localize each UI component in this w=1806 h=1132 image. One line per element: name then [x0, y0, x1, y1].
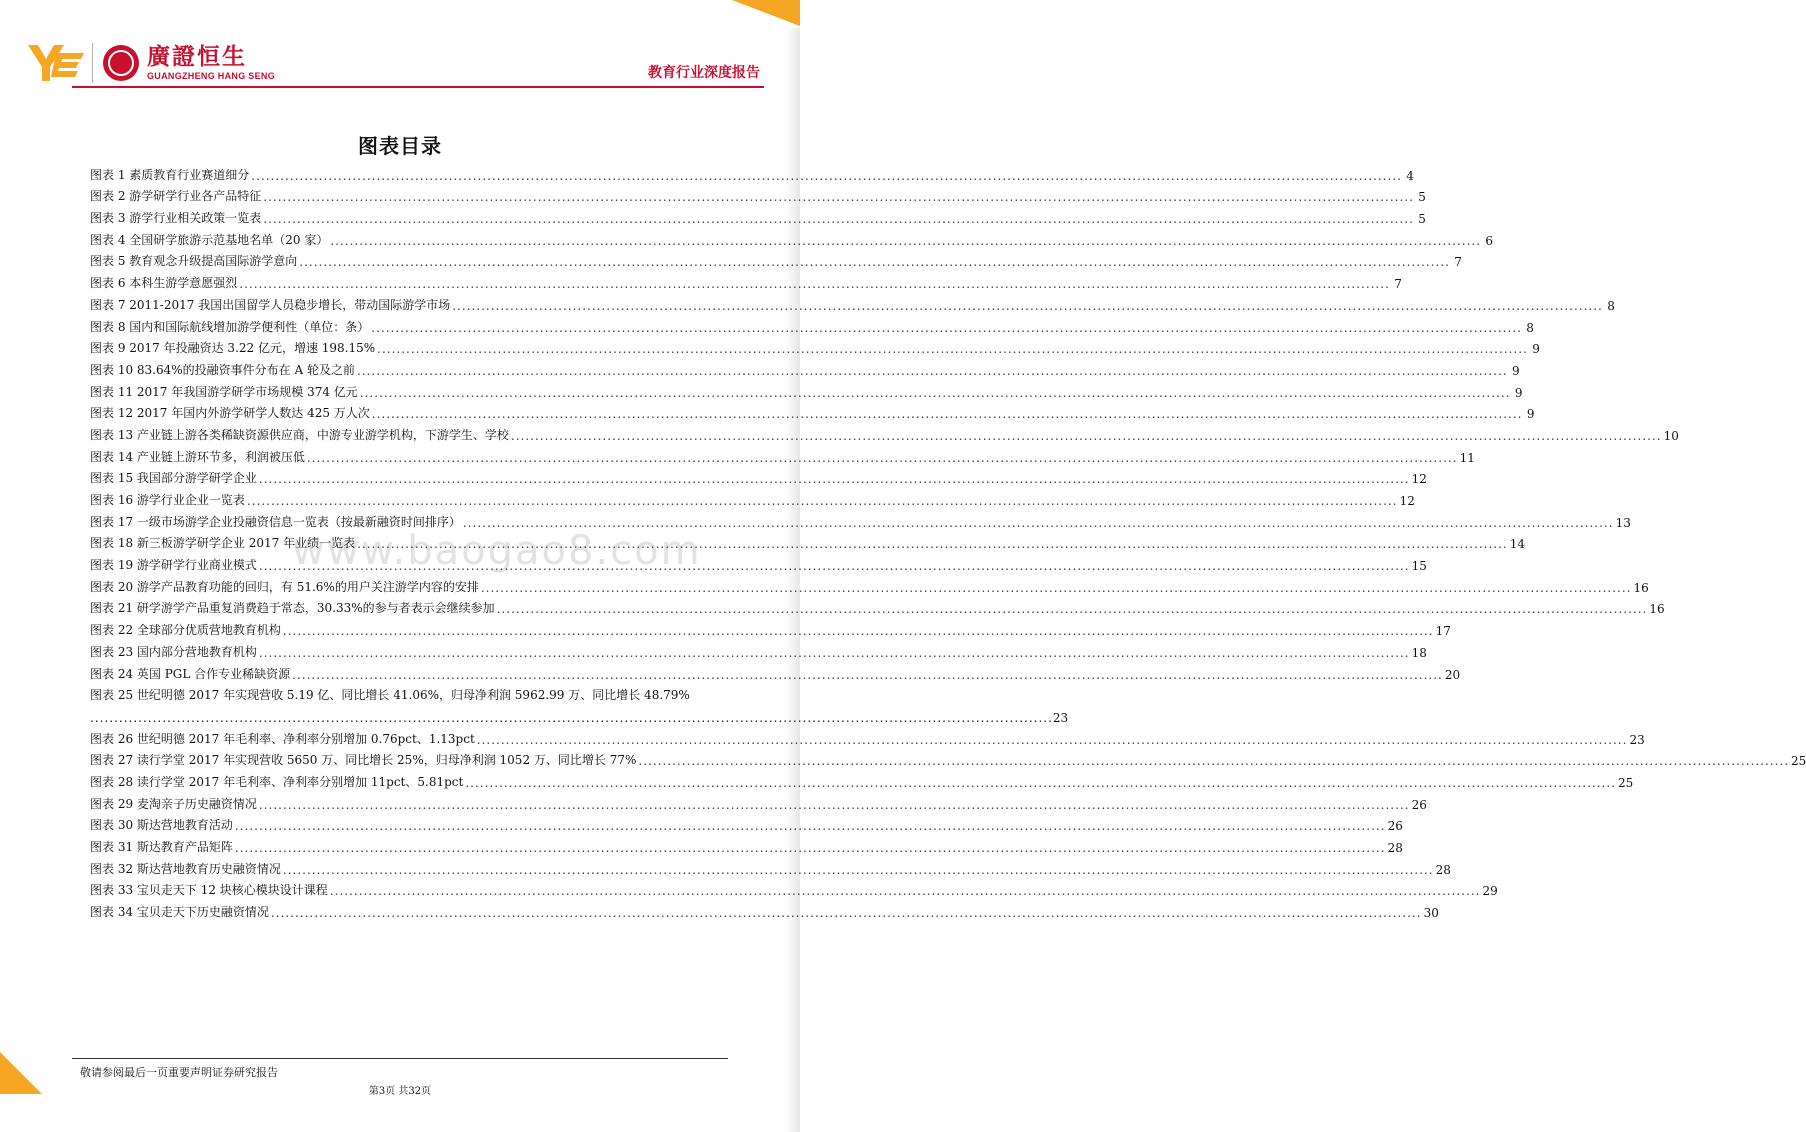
toc-entry-page: 7: [1394, 277, 1402, 292]
toc-entry-label: 图表 25 世纪明德 2017 年实现营收 5.19 亿、同比增长 41.06%，归母净利润 5962.99 万、同比增长 48.79%: [90, 688, 690, 703]
seal-icon: [103, 45, 139, 81]
brand-text: [147, 43, 276, 81]
toc-entry-page: 12: [1411, 472, 1427, 487]
toc-leader: [511, 429, 1662, 443]
toc-leader: [330, 884, 1481, 898]
toc-entry[interactable]: [90, 660, 1461, 682]
toc-leader: [263, 212, 1414, 226]
toc-leader: [283, 863, 1434, 877]
toc-entry-page: 16: [1633, 580, 1649, 595]
footer-note: 敬请参阅最后一页重要声明证券研究报告: [80, 1066, 278, 1079]
toc-entry-label: 图表 24 英国 PGL 合作专业稀缺资源: [90, 666, 291, 681]
toc-title: 图表目录: [358, 134, 442, 158]
toc-entry-label: 图表 33 宝贝走天下 12 块核心模块设计课程: [90, 883, 328, 898]
toc-leader: [259, 646, 1410, 660]
toc-entry[interactable]: [90, 833, 1403, 856]
toc-entry-label: 图表 2 游学研学行业各产品特征: [90, 189, 262, 204]
toc-entry[interactable]: [90, 898, 1439, 921]
toc-entry[interactable]: [90, 595, 1665, 617]
toc-entry[interactable]: [90, 530, 1526, 552]
toc-entry-page: 12: [1399, 494, 1415, 508]
toc-entry-label: 图表 3 游学行业相关政策一览表: [90, 211, 262, 226]
toc-entry-label: 图表 19 游学研学行业商业模式: [90, 558, 257, 573]
toc-entry-label: 图表 34 宝贝走天下历史融资情况: [90, 905, 269, 920]
toc-entry[interactable]: [90, 335, 1540, 357]
toc-entry-page: 26: [1387, 819, 1403, 834]
toc-list: [90, 161, 1806, 921]
toc-entry-label: 图表 27 读行学堂 2017 年实现营收 5650 万、同比增长 25%，归母净利润 1052 万、同比增长 77%: [90, 753, 637, 768]
toc-entry-page: 15: [1411, 559, 1427, 574]
toc-entry-label: 图表 15 我国部分游学研学企业: [90, 471, 257, 486]
toc-entry[interactable]: [90, 747, 1806, 769]
toc-leader: [360, 386, 1511, 400]
toc-leader: [638, 754, 1789, 768]
toc-leader: [481, 581, 1632, 595]
toc-entry-label: 图表 6 本科生游学意愿强烈: [90, 276, 238, 291]
toc-leader: [371, 321, 1522, 335]
toc-entry-page: 5: [1418, 212, 1426, 227]
toc-entry-page: 9: [1526, 407, 1535, 422]
toc-leader: [377, 342, 1528, 356]
toc-entry[interactable]: [90, 400, 1535, 422]
toc-leader: [465, 776, 1616, 790]
toc-entry[interactable]: [90, 812, 1403, 834]
toc-entry-label: 图表 30 斯达营地教育活动: [90, 818, 233, 833]
toc-entry-page: 28: [1387, 841, 1403, 856]
toc-entry-page: 4: [1406, 168, 1414, 183]
toc-entry-page: 7: [1454, 255, 1462, 270]
toc-leader: [239, 277, 1390, 291]
toc-entry-label: 图表 12 2017 年国内外游学研学人数达 425 万人次: [90, 406, 370, 421]
toc-entry-page: 23: [1629, 732, 1645, 747]
ye-logo-icon: [28, 43, 84, 83]
toc-entry-label: 图表 8 国内和国际航线增加游学便利性（单位：条）: [90, 319, 370, 334]
company-logo: [28, 38, 275, 88]
toc-entry-label: 图表 9 2017 年投融资达 3.22 亿元，增速 198.15%: [90, 341, 376, 356]
toc-entry[interactable]: [90, 790, 1427, 812]
toc-entry-page: 30: [1423, 906, 1439, 921]
toc-entry-page: 6: [1485, 233, 1494, 248]
toc-entry-label: 图表 28 读行学堂 2017 年毛利率、净利率分别增加 11pct、5.81pct: [90, 774, 464, 789]
toc-entry[interactable]: [90, 682, 1069, 725]
toc-entry-label: 图表 31 斯达教育产品矩阵: [90, 840, 233, 855]
toc-entry-label: 图表 20 游学产品教育功能的回归，有 51.6%的用户关注游学内容的安排: [90, 579, 479, 594]
toc-entry-label: 图表 14 产业链上游环节多，利润被压低: [90, 449, 305, 464]
toc-entry-page: 28: [1435, 862, 1451, 877]
toc-entry-page: 14: [1509, 537, 1526, 552]
toc-entry-label: 图表 10 83.64%的投融资事件分布在 A 轮及之前: [90, 362, 355, 377]
toc-entry[interactable]: [90, 465, 1427, 487]
toc-entry[interactable]: [90, 378, 1523, 400]
logo-separator: [92, 43, 93, 83]
toc-entry-label: 图表 17 一级市场游学企业投融资信息一览表（按最新融资时间排序）: [90, 514, 461, 529]
toc-entry[interactable]: [90, 638, 1427, 660]
toc-entry[interactable]: [90, 291, 1615, 313]
page-number: 第3页 共32页: [368, 1086, 432, 1097]
toc-entry[interactable]: [90, 855, 1451, 877]
toc-entry[interactable]: [90, 508, 1631, 530]
toc-entry-page: 17: [1435, 624, 1451, 639]
toc-entry[interactable]: [90, 725, 1645, 747]
toc-entry[interactable]: [90, 313, 1534, 335]
toc-entry[interactable]: [90, 573, 1649, 595]
toc-leader: [299, 255, 1450, 269]
toc-leader: [307, 451, 1458, 465]
toc-entry-label: 图表 21 研学游学产品重复消费趋于常态，30.33%的参与者表示会继续参加: [90, 601, 495, 616]
toc-leader: [463, 516, 1614, 530]
toc-entry[interactable]: [90, 421, 1679, 443]
toc-leader: [263, 190, 1414, 204]
toc-entry-page: 25: [1617, 775, 1634, 790]
toc-leader: [357, 364, 1508, 378]
toc-leader: [283, 624, 1434, 638]
toc-entry-label: 图表 22 全球部分优质营地教育机构: [90, 623, 281, 638]
toc-leader: [251, 169, 1402, 183]
toc-entry-page: 26: [1411, 797, 1427, 812]
toc-leader: [497, 602, 1648, 616]
toc-entry-page: 18: [1411, 645, 1427, 660]
toc-entry-page: 10: [1663, 428, 1679, 443]
toc-entry[interactable]: [90, 248, 1462, 270]
toc-entry-label: 图表 1 素质教育行业赛道细分: [90, 167, 250, 182]
toc-entry[interactable]: [90, 226, 1494, 248]
brand-name-cn: 廣證恒生: [147, 43, 247, 70]
toc-entry[interactable]: [90, 768, 1634, 790]
toc-entry[interactable]: [90, 616, 1451, 639]
toc-entry-page: 9: [1511, 363, 1520, 378]
toc-entry[interactable]: [90, 183, 1426, 205]
toc-entry-label: 图表 5 教育观念升级提高国际游学意向: [90, 254, 298, 269]
toc-entry[interactable]: [90, 443, 1475, 465]
report-type: 教育行业深度报告: [648, 65, 760, 81]
toc-entry-page: 25: [1791, 754, 1806, 769]
toc-leader: [235, 841, 1386, 855]
toc-leader: [259, 559, 1410, 573]
toc-entry-page: 8: [1607, 298, 1615, 313]
toc-entry-page: 29: [1482, 884, 1498, 899]
footer-rule: [72, 1058, 728, 1059]
toc-leader: [247, 494, 1398, 508]
toc-entry-page: 5: [1418, 190, 1426, 205]
toc-entry-page: 8: [1526, 320, 1534, 335]
watermark: www.baogao8.com: [292, 528, 702, 574]
toc-leader: [357, 537, 1508, 551]
toc-entry-label: 图表 26 世纪明德 2017 年毛利率、净利率分别增加 0.76pct、1.13pct: [90, 731, 475, 746]
toc-entry[interactable]: [90, 161, 1414, 183]
toc-entry-label: 图表 13 产业链上游各类稀缺资源供应商，中游专业游学机构，下游学生、学校: [90, 427, 509, 442]
toc-entry-label: 图表 23 国内部分营地教育机构: [90, 644, 257, 659]
toc-leader: [292, 668, 1443, 682]
toc-entry-page: 11: [1459, 450, 1475, 465]
toc-entry-label: 图表 29 麦淘亲子历史融资情况: [90, 796, 257, 811]
toc-entry-page: 13: [1615, 515, 1631, 530]
toc-leader: [477, 733, 1628, 747]
toc-entry-page: 16: [1649, 602, 1665, 617]
corner-decoration: [732, 0, 800, 26]
toc-entry-label: 图表 32 斯达营地教育历史融资情况: [90, 861, 281, 876]
toc-leader: ........................................................................................................................................................................................................: [90, 710, 1053, 725]
header-rule: [72, 86, 764, 88]
toc-leader: [372, 407, 1523, 421]
toc-entry[interactable]: [90, 356, 1520, 378]
toc-entry-page: 9: [1532, 342, 1540, 357]
toc-entry-page: 20: [1444, 667, 1461, 682]
toc-entry-label: 图表 18 新三板游学研学企业 2017 年业绩一览表: [90, 536, 356, 551]
toc-entry[interactable]: [90, 204, 1426, 227]
toc-leader: [452, 299, 1603, 313]
toc-entry[interactable]: [90, 877, 1498, 899]
toc-leader: [330, 234, 1481, 248]
toc-entry-label: 图表 11 2017 年我国游学研学市场规模 374 亿元: [90, 384, 358, 399]
toc-entry-page: 23: [1052, 710, 1069, 725]
toc-entry-label: 图表 16 游学行业企业一览表: [90, 493, 245, 507]
toc-entry-label: 图表 4 全国研学旅游示范基地名单（20 家）: [90, 232, 329, 247]
toc-leader: [235, 819, 1386, 833]
toc-leader: [259, 798, 1410, 812]
brand-name-en: GUANGZHENG HANG SENG: [147, 70, 276, 81]
toc-entry[interactable]: [90, 269, 1402, 292]
toc-leader: [259, 472, 1410, 486]
toc-leader: [271, 906, 1422, 920]
toc-entry[interactable]: [90, 486, 1415, 508]
toc-entry-page: 9: [1514, 385, 1523, 400]
toc-entry-label: 图表 7 2011-2017 我国出国留学人员稳步增长，带动国际游学市场: [90, 297, 451, 312]
